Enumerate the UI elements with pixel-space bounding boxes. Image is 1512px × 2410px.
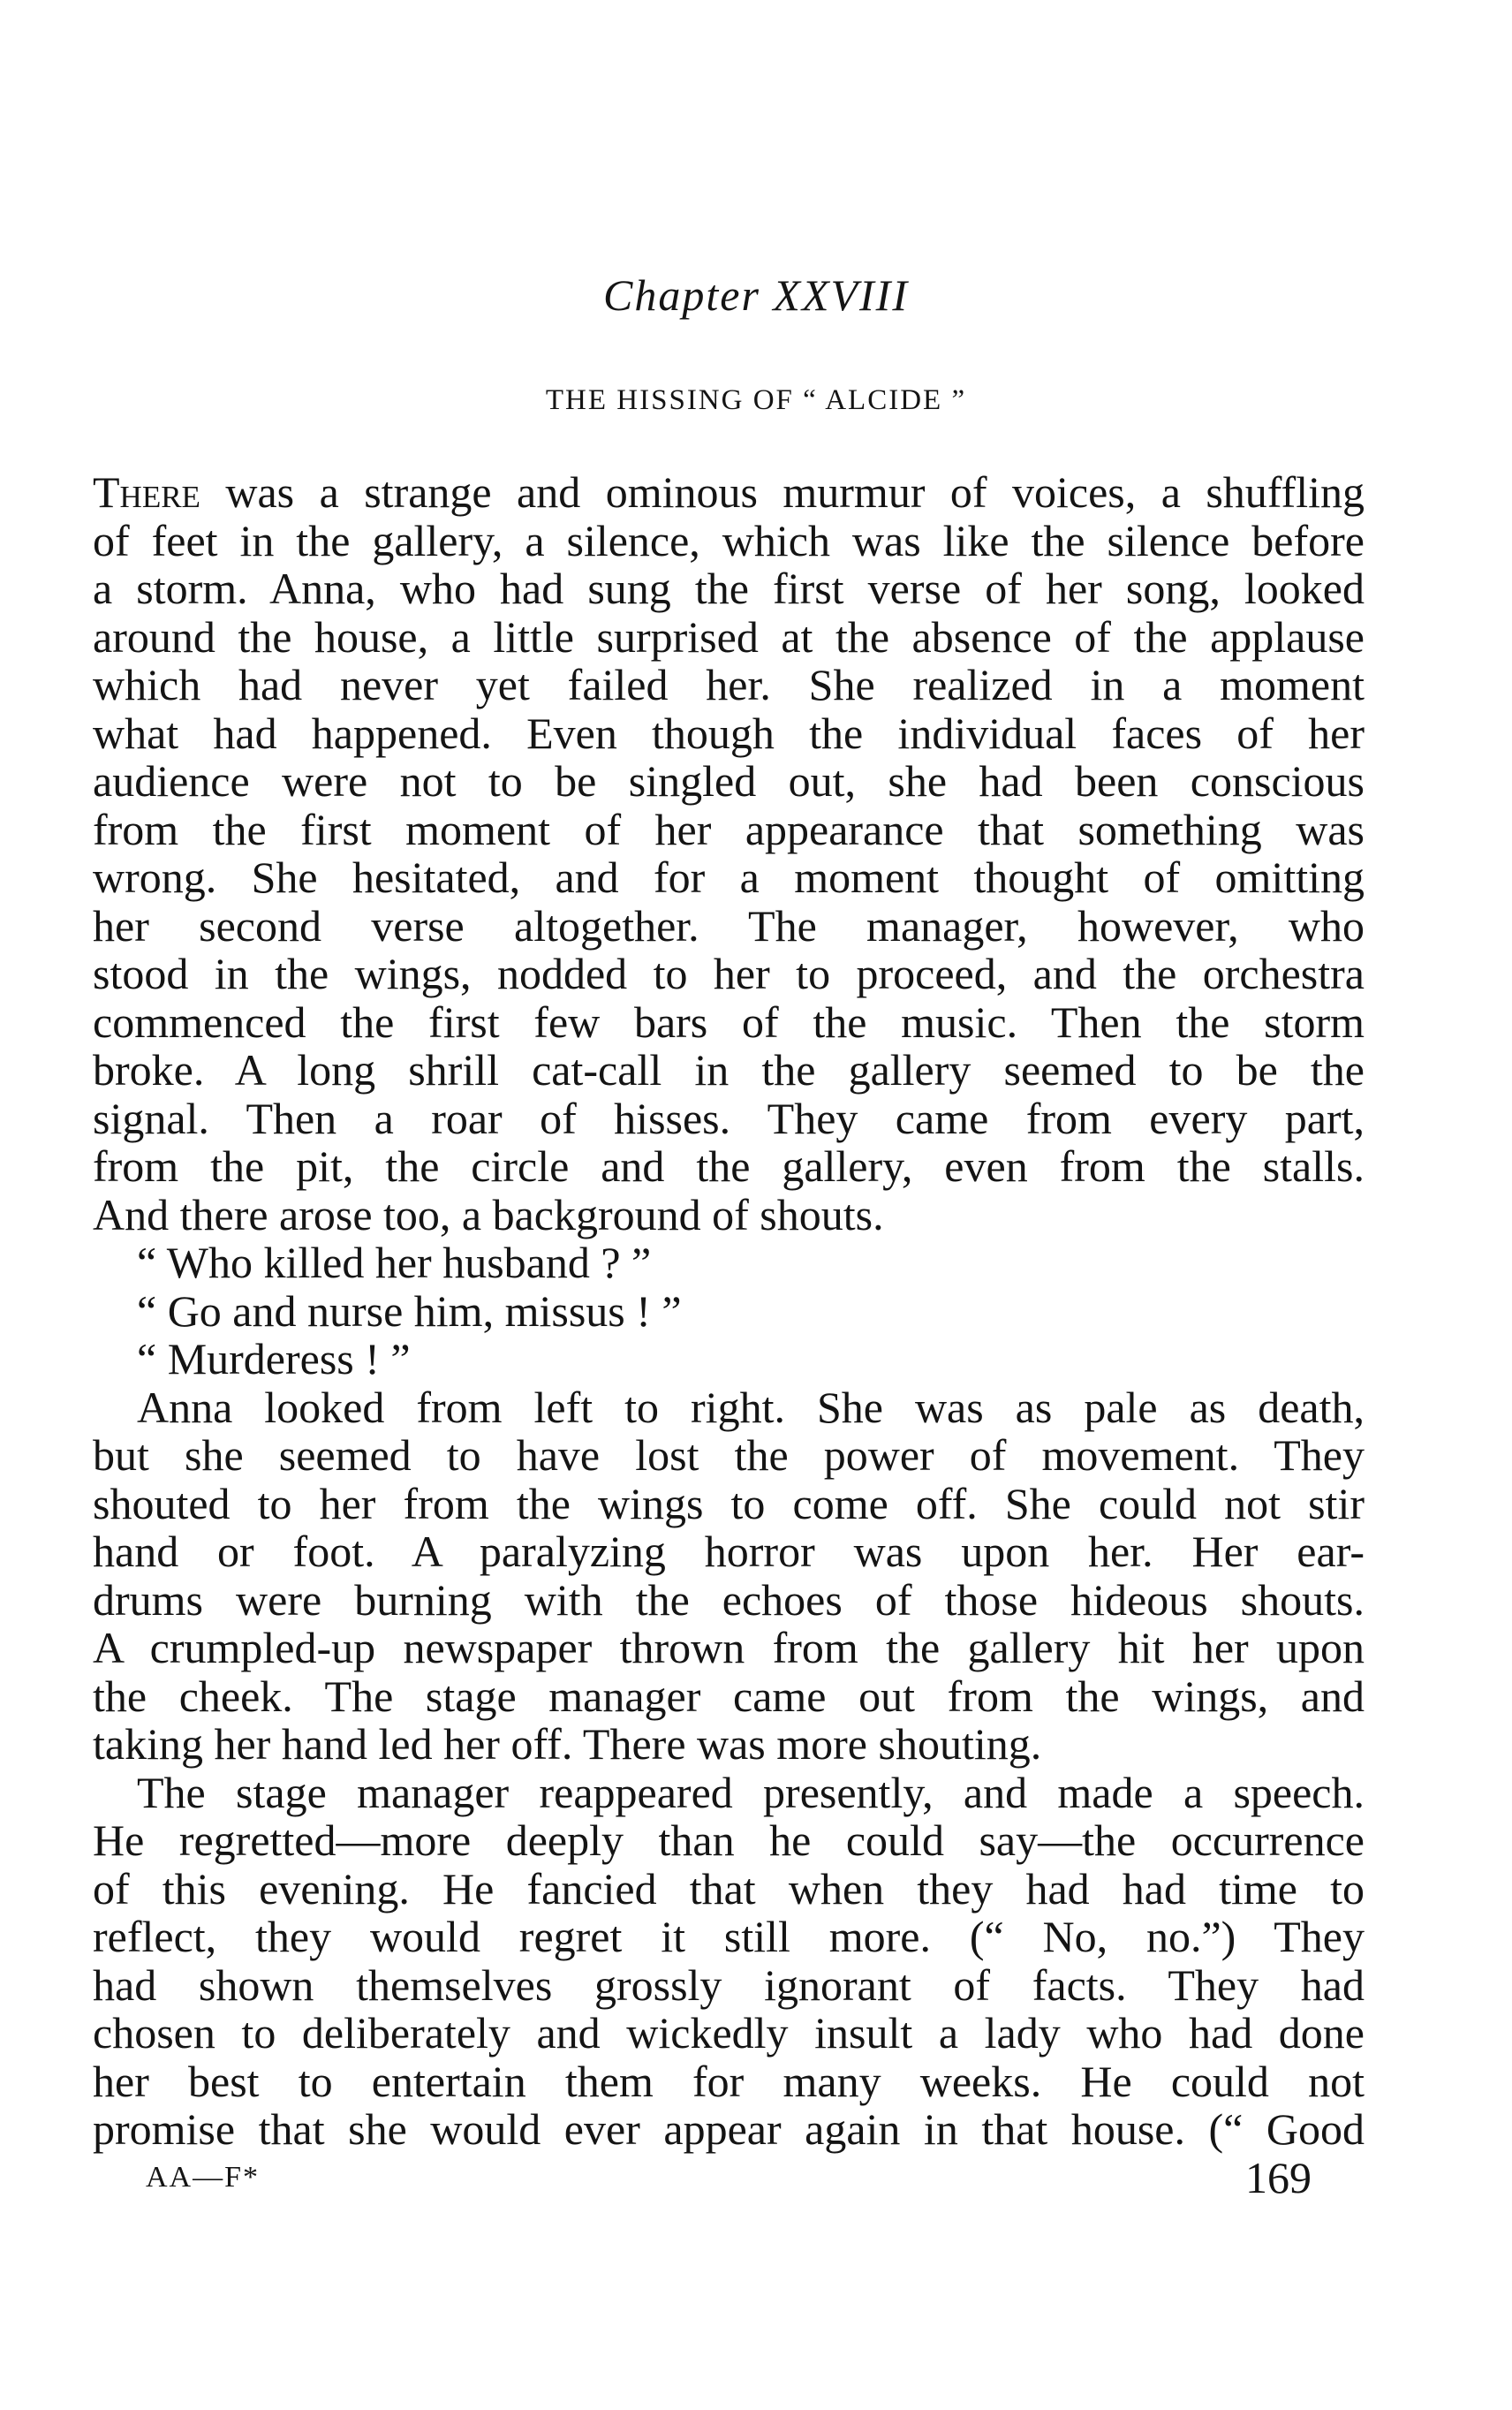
text-line: taking her hand led her off. There was more shouting. [93, 1719, 1042, 1769]
text-line: her second verse altogether. The manager, however, who [93, 900, 1365, 951]
text-line: of this evening. He fancied that when they had had time to [93, 1863, 1365, 1914]
text-line: There was a strange and ominous murmur of voices, a shuffling [93, 467, 1365, 517]
dialogue-line: “ Murderess ! ” [137, 1334, 411, 1383]
text-line: A crumpled-up newspaper thrown from the gallery hit her upon [93, 1623, 1365, 1672]
text-line: reflect, they would regret it still more. (“ No, no.”) They [93, 1912, 1365, 1961]
text-line: a storm. Anna, who had sung the first verse of her song, looked [93, 564, 1365, 613]
text-line: signal. Then a roar of hisses. They came from every part, [93, 1093, 1365, 1143]
text-line: shouted to her from the wings to come off. She could not stir [93, 1478, 1365, 1528]
text-line: wrong. She hesitated, and for a moment thought of omitting [93, 853, 1365, 902]
dialogue-line: “ Who killed her husband ? ” [137, 1238, 652, 1287]
text-line: The stage manager reappeared presently, and made a speech. [137, 1767, 1365, 1817]
text-line: audience were not to be singled out, she had been conscious [93, 756, 1365, 806]
text-line: commenced the first few bars of the music. Then the storm [93, 997, 1365, 1047]
text-line: from the first moment of her appearance that something was [93, 804, 1365, 854]
signature-mark: AA—F* [146, 2161, 261, 2194]
text-line: drums were burning with the echoes of those hideous shouts. [93, 1574, 1365, 1625]
text-line: broke. A long shrill cat-call in the gallery seemed to be the [93, 1045, 1365, 1095]
text-line: but she seemed to have lost the power of movement. They [93, 1430, 1365, 1480]
text-line: what had happened. Even though the individual faces of her [93, 708, 1365, 758]
text-line: the cheek. The stage manager came out from the wings, and [93, 1671, 1365, 1721]
page-number: 169 [1245, 2153, 1312, 2202]
text-line: from the pit, the circle and the gallery, even from the stalls. [93, 1141, 1365, 1191]
text-line: stood in the wings, nodded to her to proceed, and the orchestra [93, 949, 1365, 998]
text-line: promise that she would ever appear again in that house. (“ Good [93, 2104, 1365, 2154]
dialogue-line: “ Go and nurse him, missus ! ” [137, 1285, 682, 1336]
text-line: of feet in the gallery, a silence, which was like the silence before [93, 515, 1365, 565]
opening-word: There [93, 467, 200, 517]
chapter-title: THE HISSING OF “ ALCIDE ” [545, 384, 967, 416]
text-line: which had never yet failed her. She realized in a moment [93, 660, 1365, 709]
text-line: around the house, a little surprised at the absence of the applause [93, 611, 1365, 662]
text-line: And there arose too, a background of shouts. [93, 1189, 884, 1239]
text-line: He regretted—more deeply than he could say—the occurrence [93, 1815, 1365, 1865]
text-line: her best to entertain them for many weeks. He could not [93, 2056, 1365, 2106]
text-line: Anna looked from left to right. She was as pale as death, [137, 1382, 1365, 1432]
text-line: had shown themselves grossly ignorant of facts. They had [93, 1959, 1365, 2010]
body-text [93, 468, 1365, 2154]
chapter-heading: Chapter XXVIII [603, 270, 909, 320]
text-line: chosen to deliberately and wickedly insult a lady who had done [93, 2008, 1365, 2058]
text-line: hand or foot. A paralyzing horror was upon her. Her ear- [93, 1527, 1365, 1576]
